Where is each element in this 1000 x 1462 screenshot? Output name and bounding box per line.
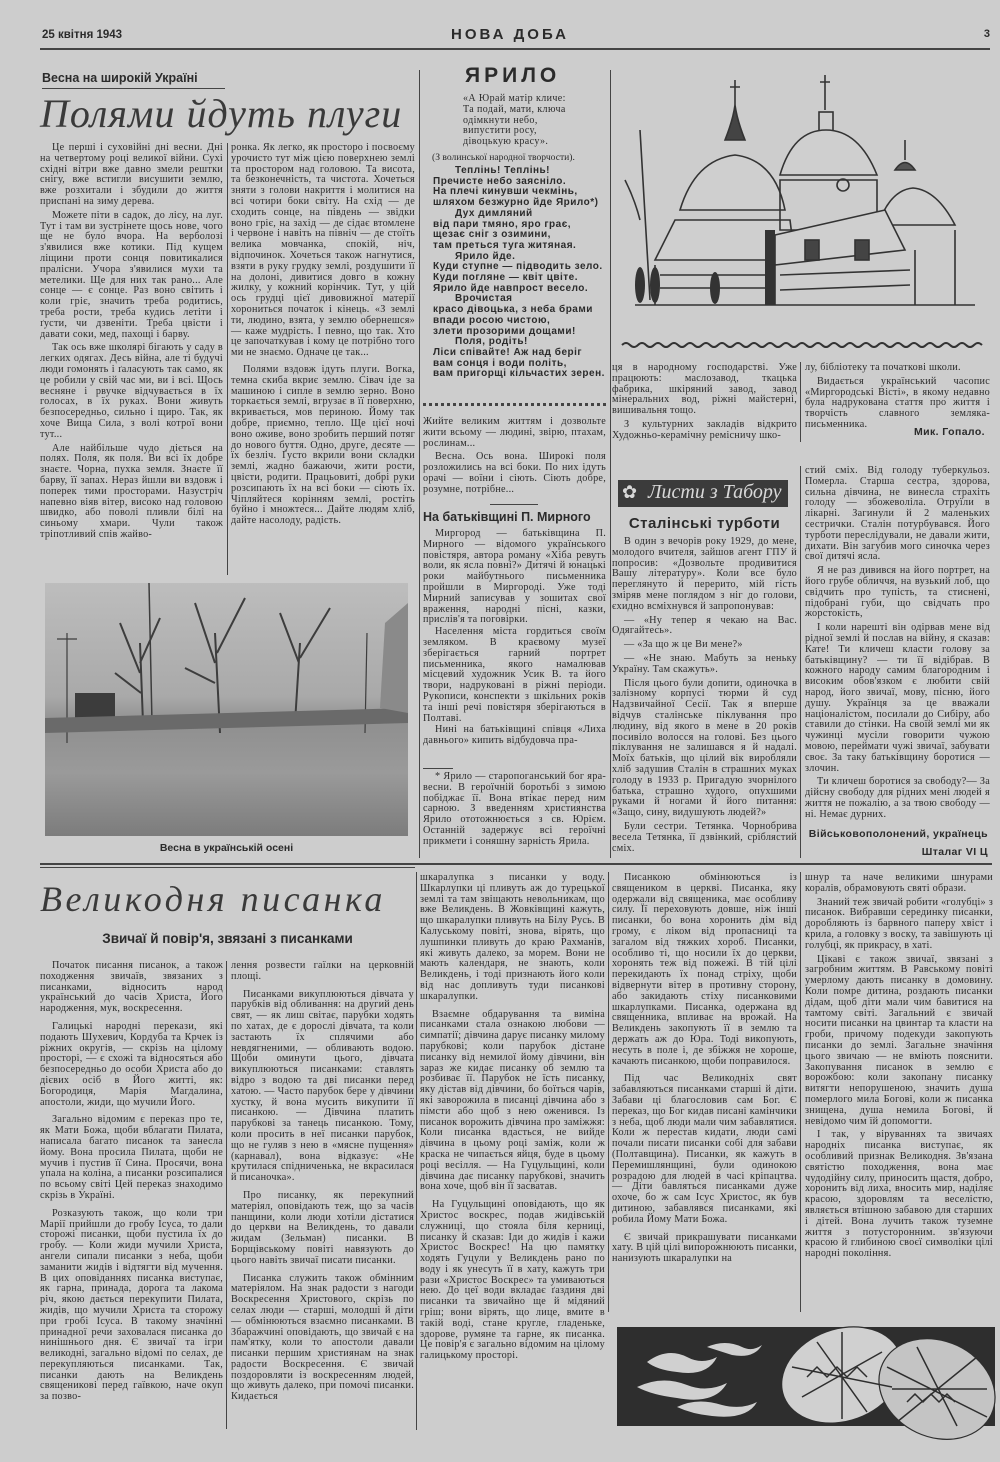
poem-line: Куди погляне — квіт цвіте.: [433, 272, 579, 284]
epigraph-line: «А Юрай матір кличе:: [463, 93, 566, 104]
footnote: [423, 772, 606, 849]
paragraph: Про писанку, як перекупний матеріял, оповідають теж, що за часів панщини, коли люди хотіли дістатися до церкви на Великдень, то давали жидам (Зельман) писанки. В Борщівському повіті навязують до цього навіть звичаї писати писанки.: [231, 1189, 414, 1266]
column-divider: [800, 872, 801, 1312]
easter-column-5: [805, 873, 993, 1311]
paragraph: Жийте великим життям і дозвольте жити всьому — людині, звірю, птахам, рослинам...: [423, 416, 606, 449]
epigraph-source: (З волинської народної творчости).: [432, 152, 575, 163]
paragraph: З культурних закладів відкрито Художньо-керамічну ремісничу шко-: [612, 418, 797, 441]
easter-title: Великодня писанка: [40, 879, 386, 919]
column-divider: [226, 961, 227, 1429]
paragraph: І коли нарешті він одірвав мене від рідної землі й послав на війну, я сказав: Кате! Ти кличеш класти голову за батьківщину? — ти її відібрав. В кожного народу самим благородним і високим обов'язком є любити свій народ, його звичаї, мову, пісню, його душу. Українця за це вважали націоналістом, посилали до Сибіру, або ставили до стінки. На своїй землі ми як чужинці мусіли говорити чужою мовою, переймати чужі звичаї, забувати своє. За таку батьківщину боротися — злочин.: [805, 622, 990, 774]
paragraph: лення розвести гаїлки на церковній площі.: [231, 960, 414, 982]
mirny-author: Мик. Гопало.: [914, 426, 985, 438]
issue-date: 25 квітня 1943: [42, 29, 123, 41]
paragraph: Були сестри. Тетянка. Чорнобрива весела Тетянка, її дзвінкий, сріблястий сміх.: [612, 820, 797, 854]
footnote-rule: [423, 768, 453, 769]
letter-location: Шталаг VI Ц: [921, 846, 988, 858]
poem-line: Ярило йде.: [455, 250, 516, 262]
poem-line: Ліси співайте! Аж над беріг: [433, 346, 583, 358]
article-column-1: [40, 143, 223, 576]
poem-text: [433, 166, 611, 380]
paragraph: Початок писання писанок, а також походження звичаїв, звязаних з писанками, відносить народ український до часів Христа, Його народження, мук, воскресення.: [40, 960, 223, 1015]
easter-column-4: [612, 873, 797, 1311]
article-title: Полями йдуть плуги: [40, 91, 403, 136]
letter-signature: Військовополонений, українець: [808, 828, 988, 840]
church-drawing: [615, 60, 995, 320]
paragraph: Загально відомим є переказ про те, як Мати Божа, щоби вблагати Пилата, написала багато писанок та занесла йому. Вона просила Пилата, щоби не мучив і пустив її Сина. Просячи, вона упала на коліна, а писанки розсипалися по всьому світі Цей переказ знаходимо скрізь в Україні.: [40, 1114, 223, 1201]
paragraph: Полями вздовж ідуть плуги. Вогка, темна скиба вкриє землю. Сівач іде за машиною і сипле в землю зерно. Воно торкається землі, вгрузає в її поверхню, вкривається, мов периною. Йому так добре, приємно, тепло. Ще цієї ночі воно оживе, воно зробить перший потяг до нового буття. Одно, друге, десяте — їх безліч. Ґусто вкрили вони складки землі, жадно бажаючи, жити рости, цвісти, родити. Працьовиті, добрі руки розсипають їх на всі боки — сіють їх. Чіпляйтеся корінням землі, ростіть буйно і множтеся... Дайте людям хліб, дайте насолоду, радість.: [231, 363, 415, 527]
paragraph: шкаралупка з писанки у воду. Шкарлупки ці пливуть аж до турецької землі та там звіщають невольникам, що вже Великдень. В Жовківщині кажуть, що шкаралупки пливуть на Білу Русь. В Калуському повіті, знова, вірять, що лушпинки пливуть до краю Рахманів, які живуть далеко, за морем. Вони не мають календаря, не знають, коли Великдень, і тоді признають його коли від нас допливуть туди писанкові шкаралупки.: [420, 872, 605, 1002]
paragraph: Нині на батьківщині співця «Лиха давнього» кипить відбудовча пра-: [423, 724, 606, 747]
epigraph-line: одімкнути небо,: [463, 114, 538, 126]
wavy-rule: [622, 336, 984, 344]
poem-epigraph: [463, 94, 566, 148]
section-rule: [40, 867, 415, 868]
mirny-column-2: [612, 363, 797, 443]
column-divider: [608, 872, 609, 1312]
mirny-title: На батьківщині П. Мирного: [423, 510, 591, 524]
letters-column-2: [805, 466, 990, 824]
photo-caption: Весна в українській осені: [159, 842, 294, 854]
paragraph: Населення міста гордиться своїм земляком. В краєвому музеї зберігається гарний портрет письменника, якого намалював місцевий художник Усик В. та його твори, надруковані в ріжні періоди. Рукописи, конспекти з шкільних років та інші речі повістяря зберігаються в Полтаві.: [423, 626, 606, 724]
photo-spring-flood: [45, 583, 408, 836]
newspaper-title: НОВА ДОБА: [451, 26, 569, 43]
paragraph: Під час Великодніх свят забавляються писанками старші й діти. Забави ці благословив сам Бог. Є переказ, що Бог кидав писані камінчики з неба, щоб люди мали чим забавлятися. Коли ж перестав кидати, люди самі почали писати писанки собі для забави (Полтавщина). Писанки, як кажуть в Перемишлянщині, були одинокою розрадою для людей в часі кріпацтва. — Діти бавляться писанками дуже охоче, бо ж сам Ісус Христос, як був дитиною, забавлявся писанками, які робила Йому Мати Божа.: [612, 1073, 797, 1225]
poem-line: Врочистая: [455, 293, 513, 305]
epigraph-line: дівоцькую красу».: [463, 136, 549, 148]
easter-column-1: [40, 961, 223, 1431]
epigraph-line: Та подай, мати, ключа: [463, 103, 566, 115]
paragraph: Розказують також, що коли три Марії прийшли до гробу Ісуса, то дали сторожі писанки, щоби пустила їх до гробу. — Коли жиди мучили Христа, ангели сипали писанки з неба, щоби заманити жидів і відтягти від мучення. В цих оповіданнях писанка виступає, як гарна, принада, дорога та лакома річ, якою дається перекупити Пилата, жидів, що мучили Христа та сторожу при гробі Ісуса. В такому значінні принадної речи заховалася писанка до нинішнього дня. Є звичаї та ігри великодні, загально відомі по селах, де перекупляються писанками. Так, писанки дають на Великдень священикові перед гаївкою, наче окуп за позво-: [40, 1207, 223, 1403]
paragraph: Знаний теж звичай робити «голубці» з писанок. Вибравши серединку писанки, доробляють із барвного паперу хвіст і крила, а головку з воску, та завішують ці голубці, як прикрасу, в хаті.: [805, 896, 993, 951]
paragraph: Після цього були допити, одиночка в залізному корпусі тюрми й суд Надзвичайної Сесії. Так я вперше відчув сталінське піклування про людину, від якого в мене в 20 років посивіло волосся на голові. Без цього піклування не залишався я й надалі. Моїх батьків, що цілий вік виробляли хліб задушив Сталін в страшних муках голоду в 1933 р. Пригадую зчорнілого батька, страшно худого, опухшими руками й ногами й його питання: «Защо, сину, видушують людей?»: [612, 677, 797, 819]
paragraph: Видається український часопис «Миргородські Вісті», в якому недавно була надрукована стаття про життя і творчість славного земляка-письменника.: [805, 375, 990, 430]
paragraph: На Гуцульщині оповідають, що як Христос воскрес, подав жидівській служниці, що стояла біля керниці, писанку й сказав: Іди до жидів і кажи Христос Воскрес! На цю памятку ходять Гуцули у Великдень рано по воду і як унесуть її в хату, кажуть три рази «Христос Воскрес» та умиваються нею. До цеї води вкладає ґаздиня дві писанки та звичайно ще й мідяний гріш; вони вірять, що лице, вмите в такій воді, стане кругле, гладеньке, здорове, румяне та гарне, як писанка. Це повір'я є загально відомим на цілому галицькому просторі.: [420, 1199, 605, 1362]
paragraph: Писанка служить також обмінним матеріялом. На знак радости з нагоди Воскресення Христового, скрізь по селах люди — старші, молодші й діти — обмінюються взаємно писанками. В Збаражчині оповідають, що звичай є на пам'ятку, коли то апостоли давали писанки першим християнам на знак радости Воскресення. Є звичай поздоровляти із воскресенням людей, що живуть далеко, при помочі писанки. Кидається: [231, 1272, 414, 1403]
paragraph: — «Не знаю. Мабуть за неньку Україну. Там скажуть».: [612, 652, 797, 675]
paragraph: Взаємне обдарування та виміна писанками стала ознакою любови — симпатії; дівчина дарує писанку милому парубкові; коли парубок дістане писанку від немилої йому дівчини, він зараз же кидає писанку об землю та розбиває її. Парубок не їсть писанку, яку дістав від дівчини, бо боїться чарів, які заворожила в писанці дівчина або з пімсти або щоб з нею оженився. Із писанок ворожить дівчина про заміжжя: Коли писанка вдасться, не вийде дівчина в цьому році заміж, коли ж краска не чипається яйця, буде в цьому році весілля. — На Гуцульщині, коли дівчина дає писанку парубкові, значить вона хоче, щоб він її засватав.: [420, 1008, 605, 1193]
section-rule: [40, 863, 992, 865]
paragraph: ця в народному господарстві. Уже працюють: маслозавод, ткацька фабрика, шкіряний завод, завод мінеральних вод, ріжні майстерні, вишивальня тощо.: [612, 362, 797, 417]
paragraph: Я не раз дивився на його портрет, на його грубе обличчя, на вузький лоб, що свідчить про тупість, та стиснені, підобрані губи, що свідчать про жорстокість,: [805, 565, 990, 620]
column-divider: [416, 872, 417, 1430]
section-divider: [610, 70, 611, 858]
poem-line: впади росою чистою,: [433, 314, 551, 326]
easter-column-2: [231, 961, 414, 1431]
letters-column-1: [612, 537, 797, 860]
rubric-ornament-icon: ✿: [622, 482, 638, 502]
poem-line: На плечі кинувши чекмінь,: [433, 186, 578, 198]
poem-line: Дух димляний: [455, 207, 533, 219]
letters-rubric: [618, 480, 788, 507]
paragraph: Так ось вже школярі бігають у саду в легких одягах. Десь війна, але ті будучі люди гомонять і ґаласують так само, як це робили у свій час ми, ви і всі. Щось весняне і рвучке відчувається в їх голосах, в їх руках. Вони живуть безпосередньо, сильно і щиро. Так, як хоче Вища Сила, з волі котрої вони тут...: [40, 342, 223, 440]
paragraph: В один з вечорів року 1929, до мене, молодого вчителя, зайшов агент ГПУ й попросив: «Дозвольте продивитися Вашу літературу». Коли все було переглянуто й перерито, мій гість зміряв мене поглядом з ніг до голови, єхидно всміхнувся й запропонував:: [612, 536, 797, 612]
paragraph: Це перші і суховійні дні весни. Дні на четвертому році великої війни. Сухі східні вітри вже давно змели рештки снігу, вже встигли висушити землю, вже розхитали і збудили до життя приспані на зиму дерева.: [40, 142, 223, 207]
paragraph: Миргород — батьківщина П. Мирного — відомого українського повістяря, автора роману «Хіба ревуть воли, як ясла повні?» Дитячі й юнацькі роки майбутнього письменника пройшли в Миргороді. Уже тоді Мирний записував у зошитах свої враження, народні пісні, казки, прислів'я та поговірки.: [423, 528, 606, 626]
paragraph: ронка. Як легко, як просторо і посвоєму урочисто тут між цією поверхнею землі та простором над головою. Та висота, та безконечність, та чистота. Хочеться зняти з голови накриття і молитися на всі чотири боки світу. На схід — де сходить сонце, на південь — звідки воно гріє, на захід — де сідає втомлене і червоне і навіть на північ — де стоїть велика мовчанка, спокій, ніч, відпочинок. Хочеться також нагнутися, взяти в руку грудку землі, роздушити її на долоні, дивитися довго в кожну жилку, у кожний корінчик. Тут, у цій ось грудці цієї дивовижної матерії хорониться початок і кінець. «З землі ти, людино, взята, у землю обернешся» — каже мудрість. І певно, що так. Хто це започаткував і кому це потрібно того ми не знаємо. Одначе це так...: [231, 142, 415, 359]
paragraph: — «За що ж це Ви мене?»: [624, 639, 743, 651]
article-column-2: [231, 143, 415, 576]
photo-trees: [45, 583, 408, 836]
poem-line: там преться туга житяная.: [433, 239, 577, 251]
paragraph: шнур та наче великими шнурами коралів, обрамовують святі образи.: [805, 872, 993, 894]
short-rule: [490, 504, 538, 505]
page-number: 3: [983, 28, 990, 40]
wavy-line: [622, 343, 982, 347]
dotted-rule: [423, 403, 606, 409]
paragraph: Є звичай прикрашувати писанками хату. В цій цілі випорожнюють писанки, нанизують шкаралупки на: [612, 1231, 798, 1265]
column-divider: [800, 466, 801, 858]
paragraph: стий сміх. Від голоду туберкульоз. Померла. Старша сестра, здорова, сильна дівчина, не винесла страхіть голоду — збожеволіла. Отруїли в лікарні. Загинули й 2 маленьких сестрички. Сталін потурбувався. Його турботи переслідували, не давали жити, дихати. Він загубив мого синочка через свої дитячі ясла.: [805, 465, 990, 563]
poem-line: Куди ступне — підводить зело.: [433, 261, 603, 273]
paragraph: Але найбільше чудо діється на полях. Поля, як поля. Ви всі їх добре знаєте. Чорна, пухка земля. Знаєте її барву, її запах. Нераз йшли ви вздовж і поперек тими просторами. Назустріч напевно віяв вітер, високо над головою швидко, або поволі пливли білі на синьому хмари. Чули також тріпотливий спів жайво-: [40, 442, 223, 540]
paragraph: Писанкою обмінюються із священиком в церкві. Писанка, яку одержали від священика, має особливу силу. Її переховують довше, ніж інші писанки, бо вона хоронить дім від грому, є ліком від пропасниці та загалом від тяжких хороб. Писанки, особливо ті, що носили їх до церкви, хоронять теж від пожежі. В тій цілі перекидають їх понад стріху, щоби відвернути вітер в противну сторону, або закидають стіху писанковими шкарлупками. Писанка, одержана вд священника, впливає на врожай. На Великдень закопують її в землю та держать аж до Юра. Тоді викопують, несуть в поле і, де збіжжя не хороше, качають писанкою, щоби поправилося.: [612, 872, 797, 1067]
mirny-column-1: [423, 529, 606, 748]
paragraph: лу, бібліотеку та початкові школи.: [805, 362, 961, 373]
poem-line: Пречисте небо заясніло.: [433, 175, 567, 187]
poem-line: злети прозорими дощами!: [433, 325, 576, 337]
poem-line: Теплінь! Теплінь!: [455, 165, 550, 176]
mirny-column-3: [805, 362, 990, 430]
epigraph-line: випустити росу,: [463, 125, 537, 137]
footnote-text: * Ярило — старопоганський бог яра-весни. В героїчній боротьбі з зимою побіджає її. Вона втікає перед ним сарною. З введенням християнства Ярило ототожнюється з св. Юрієм. Останній задержує всі героїчні прикмети і соняшну зарність Ярила.: [423, 771, 606, 847]
header-rule: [40, 48, 990, 50]
section-divider: [419, 70, 420, 858]
paragraph: Галицькі народні перекази, які подають Шухевич, Кордуба та Крчек із ріжних округів, — скрізь на цілому просторі, — є схожі та відносяться або безпосередньо до особи Христа або до дієвих осіб в Його житті, як: Богородиця, Марія Магдалина, апостоли, жиди, що мучили Його.: [40, 1020, 223, 1108]
paragraph: Писанками викуплюються дівчата у парубків від обливання: на другий день свят, — як лиш світає, парубки ходять по хатах, де є дорослі дівчата, та коли застають їх сплячими або невдягненими, — обливають водою. Щоби оминути цього, дівчата викуплюються писанками: ставлять відро з водою та дві писанки перед хатою. — Часто парубок бере у дівчини хустку, й вона мусить викупити її писанкою. — Дівчина платить парубкові за танець писанкою. Тому, коли просить в неї писанки парубок, що не гуляв з нею в «мясне пущення» (карнавал), вона відказує: «Не крутилася спідниченька, не вкрасилася й писаночка».: [231, 988, 414, 1184]
wooden-church-icon: [615, 60, 995, 320]
poem-line: вам пригорщі кільчастих зерен.: [433, 368, 605, 380]
easter-column-3: [420, 873, 605, 1428]
paragraph: — «Ну тепер я чекаю на Вас. Одягайтесь».: [612, 614, 797, 637]
column-divider: [227, 143, 228, 575]
poem-line: Ярило йде навпрост весело.: [433, 282, 589, 294]
paragraph: Можете піти в садок, до лісу, на луг. Тут і там ви зустрінете щось нове, чого ще не було вчора. На верболозі з'явилися вже котики. Під кущем ліщини проти сонця повитикалися пралісни. Учора з'явилися мухи та метелики. Ще для них так рано... Але сонце — є сонце. Раз воно світить і коли гріє, значить треба родитись, треба рости, треба кудись летіти і ґусти, чи дзвеніти. Треба цвісти і давати соки, мед, пахощі і барву.: [40, 209, 223, 340]
paragraph: Цікаві є також звичаї, звязані з загробним життям. В Равському повіті умерлому дають писанку в домовину. Коли помре дитина, роздають писанки дідам, щоб діти мали чим бавитися на тамтому світі. Загальний є звичай носити писанки на цвинтар та класти на гроби, причому подекуди закопують писанки до землі. Загальне значіння цього звичаю — не вміють пояснити. Закопування писанок в землю є ворожбою: коли закопану писанку витягти непорушеною, значить душа померлого мила Богові, коли ж писанка знищена, душа немила Богові, й невідомо чим їй допомогти.: [805, 953, 993, 1127]
poem-line: шляхом безжурно йде Ярило*): [433, 197, 599, 209]
easter-eggs-illustration: [617, 1327, 995, 1426]
poem-line: вам сонця і води політь,: [433, 357, 567, 369]
column-divider: [800, 362, 801, 442]
article-kicker: Весна на широкій Україні: [42, 71, 225, 89]
paragraph: Весна. Ось вона. Широкі поля розложились на всі боки. По них ідуть орачі — воїни і сіють. Сіють добре, розумне, потрібне...: [423, 451, 606, 495]
article-continuation: [423, 417, 606, 497]
paragraph: Ти кличеш боротися за свободу?— За дійсну свободу для рідних мені людей я життя не пожалію, а за твою свободу — ні. Немає дурних.: [805, 776, 990, 820]
easter-subtitle: Звичаї й повір'я, звязані з писанками: [102, 931, 353, 946]
rubric-label: Листи з Табору: [648, 481, 782, 503]
paragraph: І так, у віруваннях та звичаях народніх писанка виступає, як особливий признак Великодня. Зв'язана святістю походження, вона має чудодійну силу, приносить щастя, добро, хоронить від лиха, вносить мир, наділяє красою, здоровлям та веселістю, являється втішною забавою для старших і дітей. Вона лучить також туземне життя з потусторонним. зв'язуючи красою й глибиною своєї символіки цілі народні покоління.: [805, 1129, 993, 1260]
poem-line: Поля, родіть!: [455, 336, 528, 348]
poem-title: ЯРИЛО: [465, 64, 561, 87]
poem-line: красо дівоцька, з неба брами: [433, 304, 593, 316]
letters-title: Сталінські турботи: [628, 515, 781, 532]
pysanka-eggs-icon: [617, 1327, 995, 1426]
poem-line: від пари тмяно, яро грає,: [433, 218, 571, 230]
poem-line: щезає сніг з озимини,: [433, 229, 551, 241]
